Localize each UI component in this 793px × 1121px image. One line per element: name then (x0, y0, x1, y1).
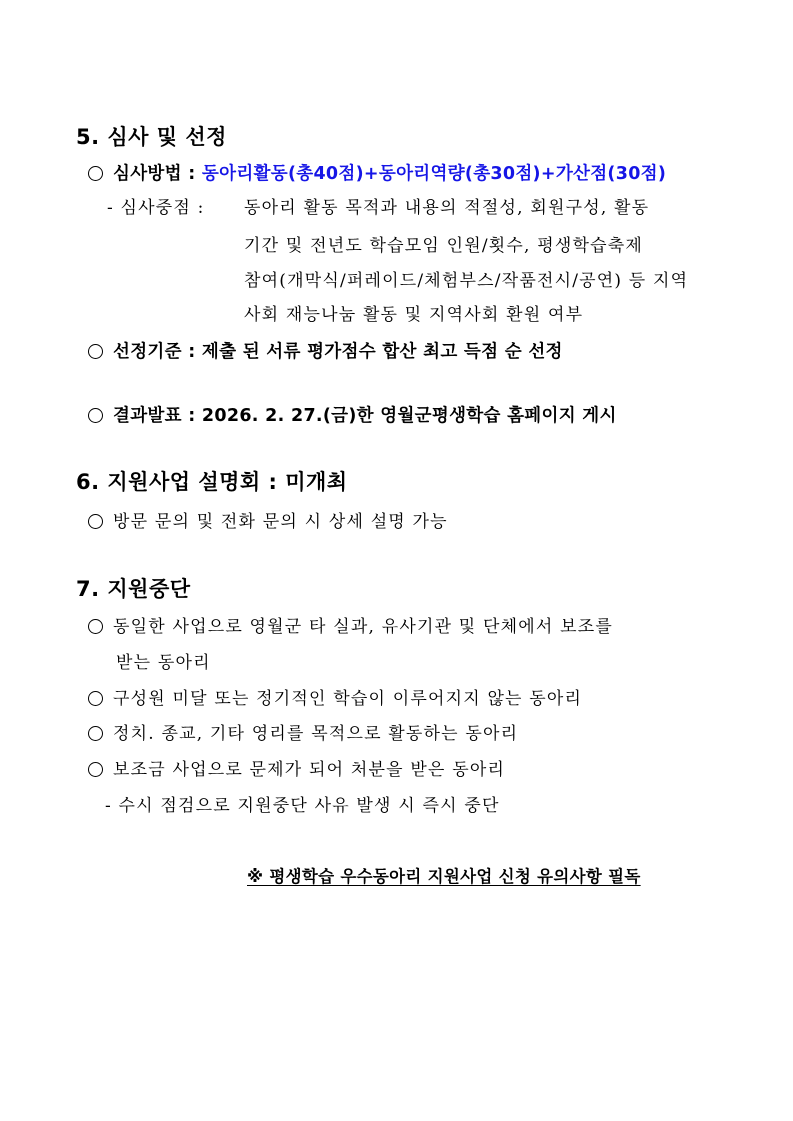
section7-item-text: 정치. 종교, 기타 영리를 목적으로 활동하는 동아리 (113, 724, 519, 744)
section7-item-2 (88, 684, 582, 709)
circle-bullet-icon (88, 762, 103, 777)
section7-item-text: 구성원 미달 또는 정기적인 학습이 이루어지지 않는 동아리 (113, 689, 583, 709)
selection-criteria-text: 선정기준 : 제출 된 서류 평가점수 합산 최고 득점 순 선정 (113, 342, 563, 362)
result-announcement-text: 결과발표 : 2026. 2. 27.(금)한 영월군평생학습 홈페이지 게시 (113, 406, 617, 426)
circle-bullet-icon (88, 344, 103, 359)
result-announcement-line (88, 402, 617, 427)
section7-heading: 7. 지원중단 (76, 577, 191, 601)
circle-bullet-icon (88, 691, 103, 706)
section7-item-text: 보조금 사업으로 문제가 되어 처분을 받은 동아리 (113, 760, 506, 780)
section7-item-1 (88, 612, 613, 637)
review-focus-line-1: 동아리 활동 목적과 내용의 적절성, 회원구성, 활동 (244, 198, 650, 218)
review-focus-line-4: 사회 재능나눔 활동 및 지역사회 환원 여부 (244, 305, 584, 325)
review-focus-line-2: 기간 및 전년도 학습모임 인원/횟수, 평생학습축제 (244, 236, 643, 256)
review-method-label: 심사방법 : (113, 164, 196, 184)
circle-bullet-icon (88, 726, 103, 741)
selection-criteria-line (88, 338, 563, 363)
review-focus-line-3: 참여(개막식/퍼레이드/체험부스/작품전시/공연) 등 지역 (244, 271, 689, 291)
circle-bullet-icon (88, 514, 103, 529)
section7-item-text: 동일한 사업으로 영월군 타 실과, 유사기관 및 단체에서 보조를 (113, 617, 613, 637)
section7-item-3 (88, 719, 518, 744)
review-method-line (88, 160, 666, 185)
circle-bullet-icon (88, 619, 103, 634)
section6-heading: 6. 지원사업 설명회 : 미개최 (76, 470, 348, 494)
circle-bullet-icon (88, 408, 103, 423)
section7-sub-item: - 수시 점검으로 지원중단 사유 발생 시 즉시 중단 (105, 796, 500, 816)
review-method-value: 동아리활동(총40점)+동아리역량(총30점)+가산점(30점) (201, 164, 667, 184)
section7-item-4 (88, 755, 505, 780)
circle-bullet-icon (88, 166, 103, 181)
review-focus-label: - 심사중점 : (107, 198, 205, 218)
section5-heading: 5. 심사 및 선정 (76, 125, 227, 149)
section6-item-text: 방문 문의 및 전화 문의 시 상세 설명 가능 (113, 512, 448, 532)
section7-item-1-continuation: 받는 동아리 (116, 653, 211, 673)
footer-note: ※ 평생학습 우수동아리 지원사업 신청 유의사항 필독 (247, 867, 641, 886)
section6-item-1 (88, 507, 448, 532)
